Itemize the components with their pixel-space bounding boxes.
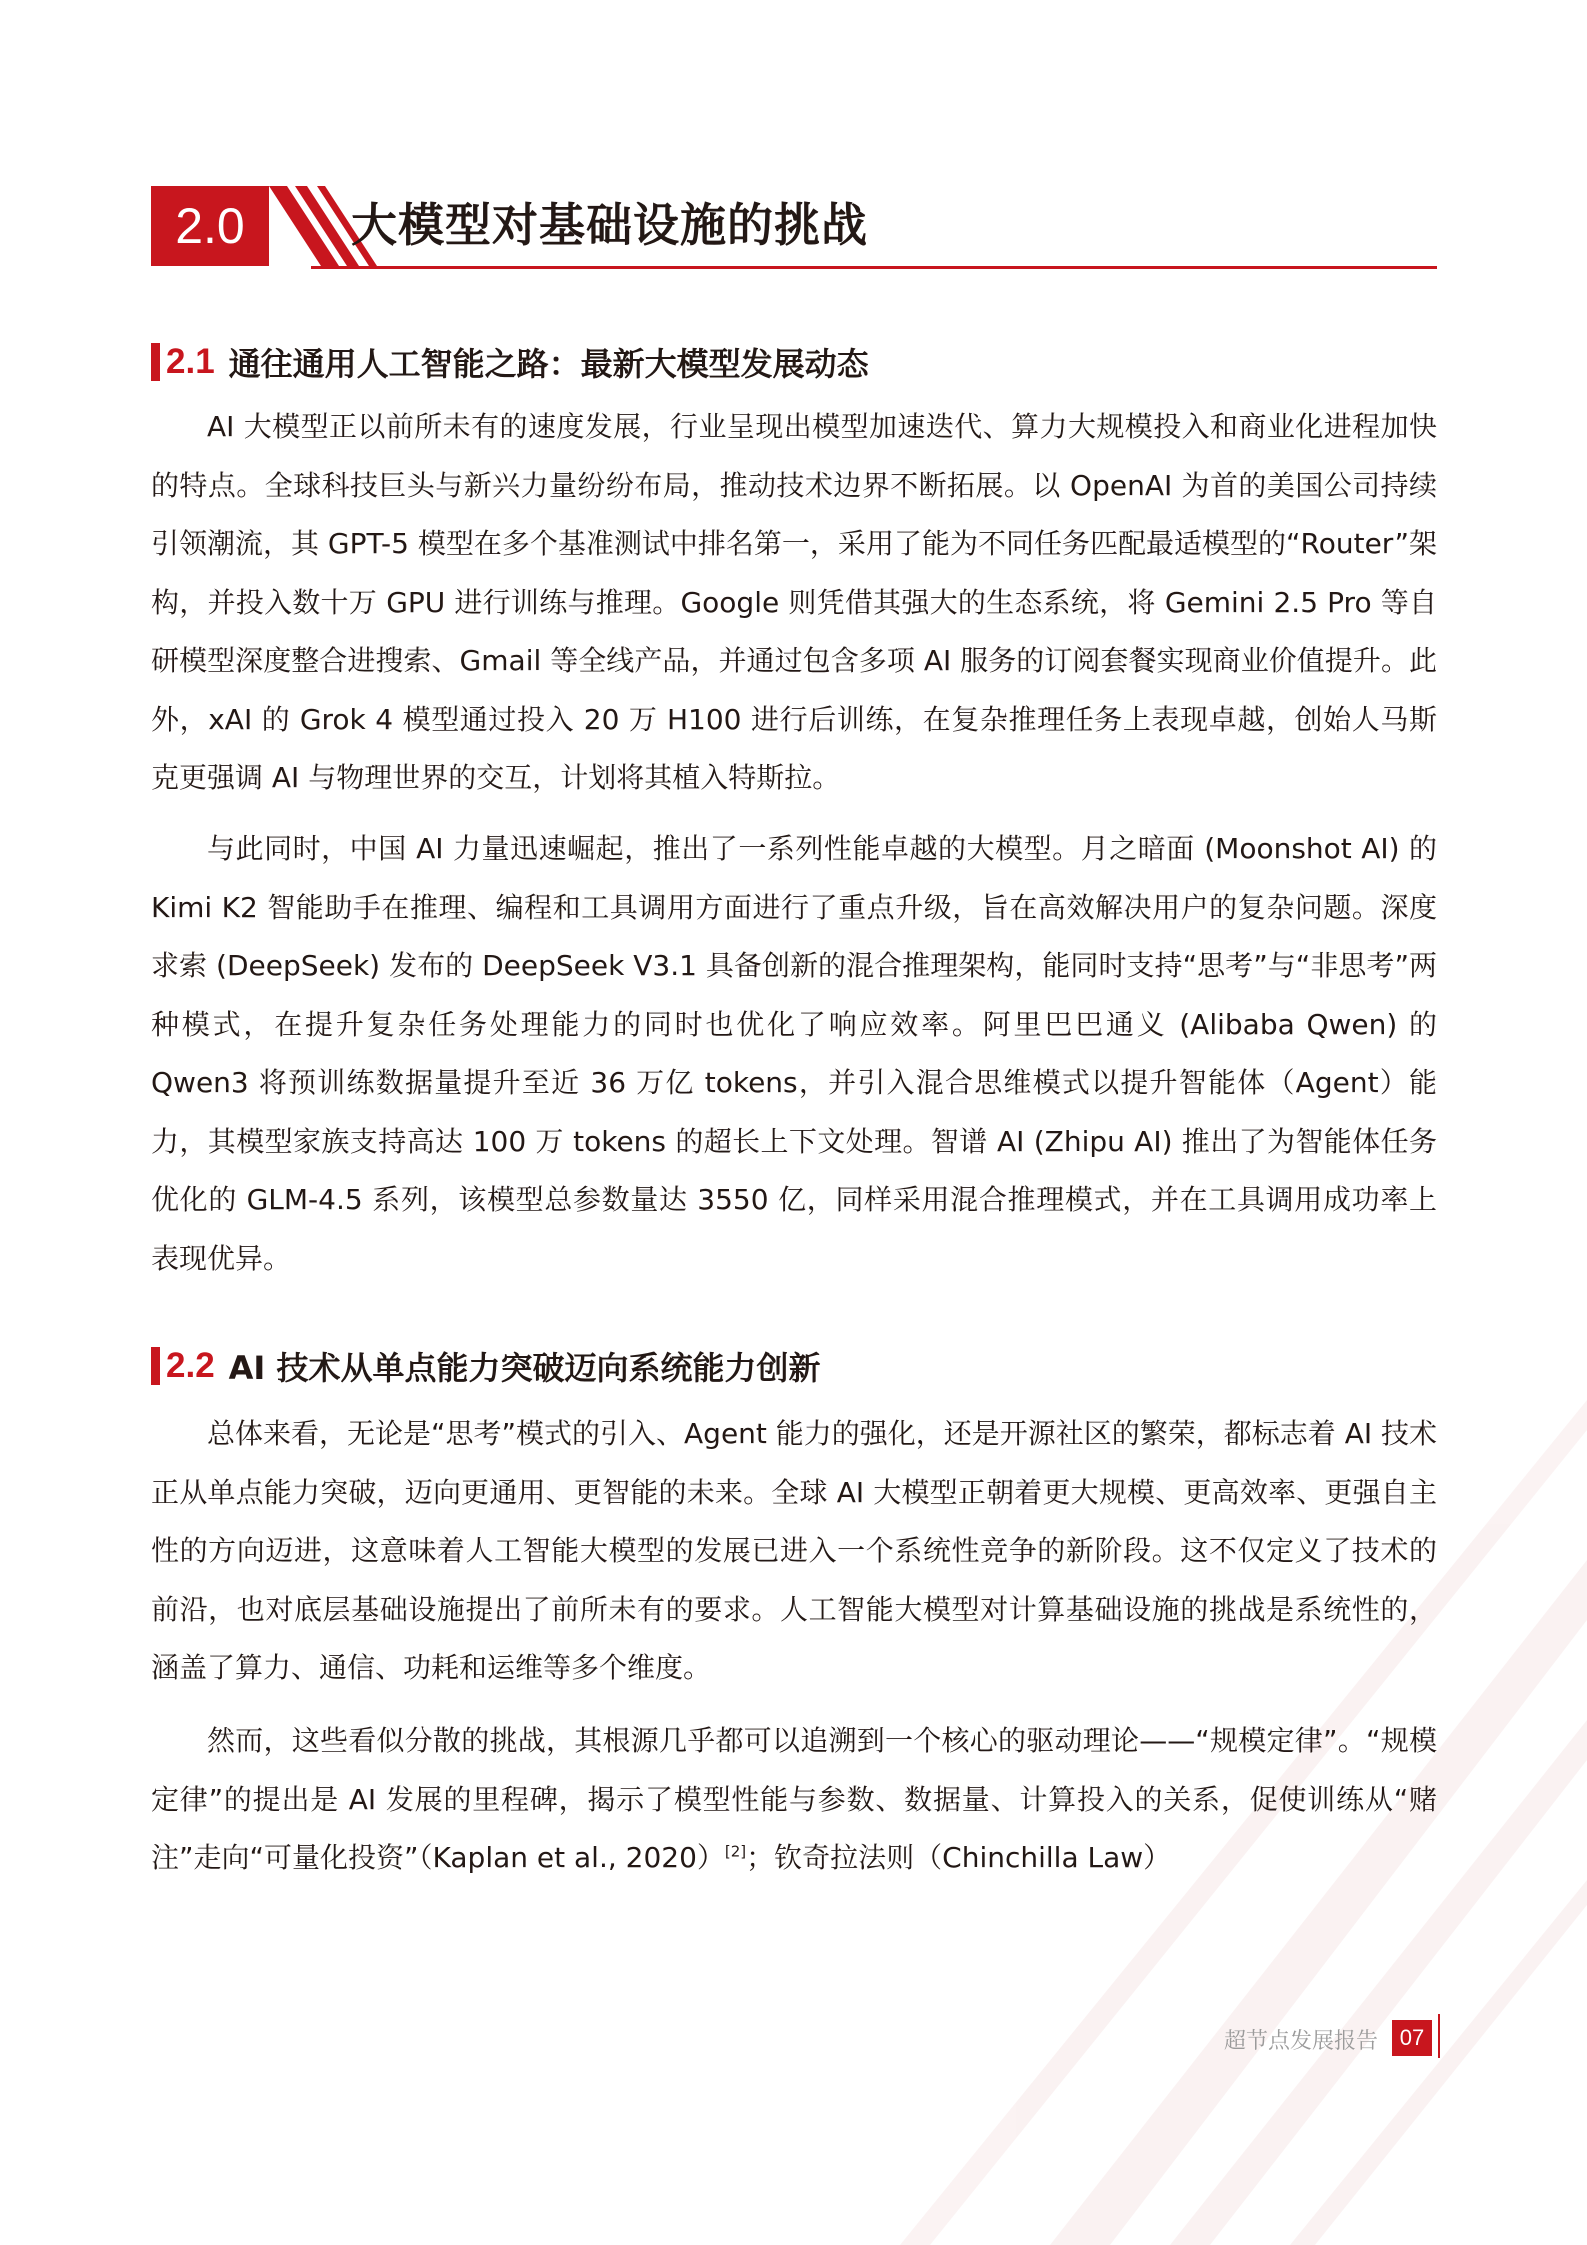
paragraph: [151, 1712, 1437, 1888]
citation-reference[interactable]: [2]: [724, 1842, 747, 1861]
paragraph-text: ；钦奇拉法则（Chinchilla Law）: [746, 1841, 1172, 1874]
section-heading-2-1: [151, 340, 869, 384]
chapter-underline: [311, 266, 1437, 269]
paragraph: 与此同时，中国 AI 力量迅速崛起，推出了一系列性能卓越的大模型。月之暗面 (Moonshot AI) 的 Kimi K2 智能助手在推理、编程和工具调用方面进行了重点升级，旨在高效解决用户的复杂问题。深度求索 (DeepSeek) 发布的 DeepSeek V3.1 具备创新的混合推理架构，能同时支持“思考”与“非思考”两种模式，在提升复杂任务处理能力的同时也优化了响应效率。阿里巴巴通义 (Alibaba Qwen) 的 Qwen3 将预训练数据量提升至近 36 万亿 tokens，并引入混合思维模式以提升智能体（Agent）能力，其模型家族支持高达 100 万 tokens 的超长上下文处理。智谱 AI (Zhipu AI) 推出了为智能体任务优化的 GLM-4.5 系列，该模型总参数量达 3550 亿，同样采用混合推理模式，并在工具调用成功率上表现优异。: [151, 832, 1437, 1275]
section-title: AI 技术从单点能力突破迈向系统能力创新: [228, 1349, 821, 1387]
chapter-header: [151, 186, 1437, 270]
report-title: 超节点发展报告: [1223, 2029, 1378, 2054]
paragraph-text: 然而，这些看似分散的挑战，其根源几乎都可以追溯到一个核心的驱动理论——“规模定律”。“规模定律”的提出是 AI 发展的里程碑，揭示了模型性能与参数、数据量、计算投入的关系，促使训练从“赌注”走向“可量化投资”（Kaplan et al., 2020）: [151, 1724, 1437, 1874]
page-number: 07: [1392, 2020, 1432, 2056]
paragraph: 总体来看，无论是“思考”模式的引入、Agent 能力的强化，还是开源社区的繁荣，都标志着 AI 技术正从单点能力突破，迈向更通用、更智能的未来。全球 AI 大模型正朝着更大规模、更高效率、更强自主性的方向迈进，这意味着人工智能大模型的发展已进入一个系统性竞争的新阶段。这不仅定义了技术的前沿，也对底层基础设施提出了前所未有的要求。人工智能大模型对计算基础设施的挑战是系统性的，涵盖了算力、通信、功耗和运维等多个维度。: [151, 1417, 1438, 1684]
section-marker: [151, 1347, 160, 1385]
section-marker: [151, 343, 160, 381]
section-number: 2.1: [166, 342, 215, 381]
page-footer: [1160, 2014, 1440, 2062]
chapter-number: 2.0: [151, 186, 269, 266]
page-number-corner: [1434, 2014, 1440, 2058]
page-number-box: [1392, 2014, 1440, 2062]
section-heading-2-2: [151, 1344, 820, 1388]
section-title: 通往通用人工智能之路：最新大模型发展动态: [228, 345, 869, 383]
paragraph: AI 大模型正以前所未有的速度发展，行业呈现出模型加速迭代、算力大规模投入和商业化进程加快的特点。全球科技巨头与新兴力量纷纷布局，推动技术边界不断拓展。以 OpenAI 为首的美国公司持续引领潮流，其 GPT-5 模型在多个基准测试中排名第一，采用了能为不同任务匹配最适模型的“Router”架构，并投入数十万 GPU 进行训练与推理。Google 则凭借其强大的生态系统，将 Gemini 2.5 Pro 等自研模型深度整合进搜索、Gmail 等全线产品，并通过包含多项 AI 服务的订阅套餐实现商业价值提升。此外，xAI 的 Grok 4 模型通过投入 20 万 H100 进行后训练，在复杂推理任务上表现卓越，创始人马斯克更强调 AI 与物理世界的交互，计划将其植入特斯拉。: [151, 410, 1437, 794]
section-number: 2.2: [166, 1346, 215, 1385]
chapter-title: 大模型对基础设施的挑战: [351, 198, 868, 252]
